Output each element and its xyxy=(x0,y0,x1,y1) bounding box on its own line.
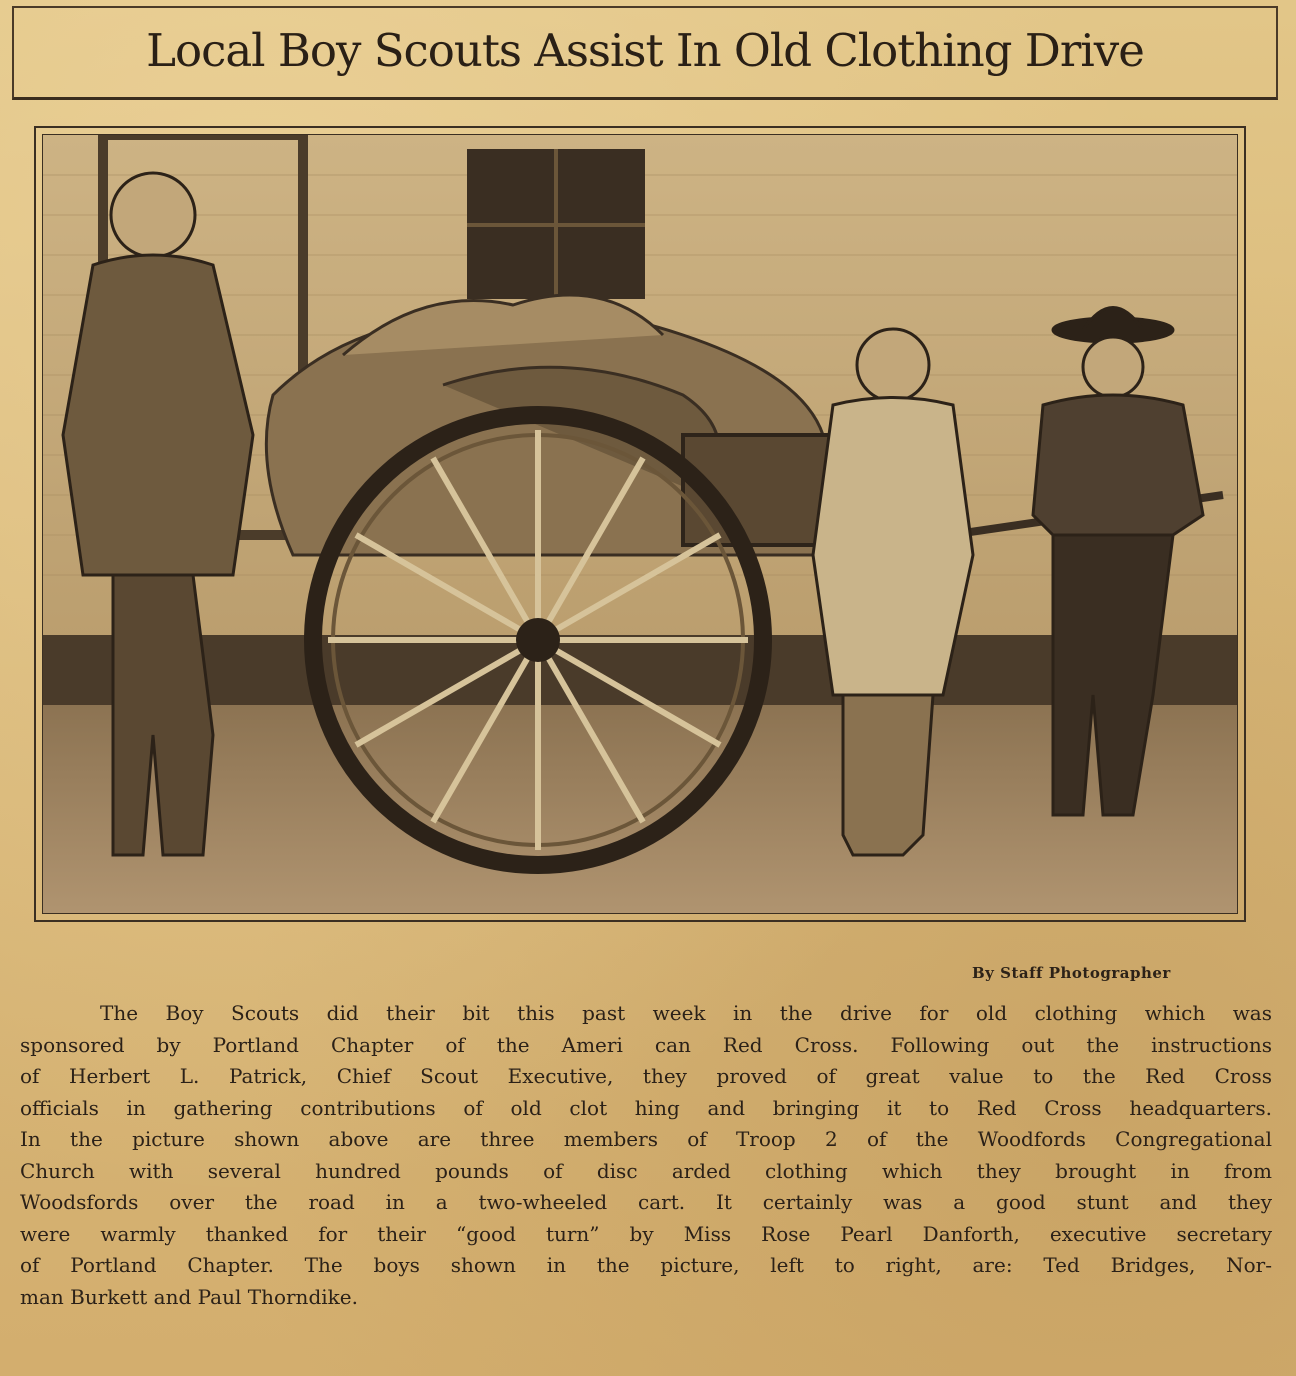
article-line: sponsored by Portland Chapter of the Ameri can Red Cross. Following out the instructions xyxy=(20,1032,1272,1057)
article-line: The Boy Scouts did their bit this past week in the drive for old clothing which was xyxy=(100,1001,1272,1025)
headline: Local Boy Scouts Assist In Old Clothing Drive xyxy=(146,24,1144,77)
article-line: man Burkett and Paul Thorndike. xyxy=(20,1284,358,1309)
article-body xyxy=(20,998,1272,1313)
article-line: Woodsfords over the road in a two-wheeled cart. It certainly was a good stunt and they xyxy=(20,1190,1272,1214)
photo-frame xyxy=(34,126,1246,922)
cart-wheel xyxy=(313,415,763,865)
article-line: officials in gathering contributions of old clot hing and bringing it to Red Cross headquarters. xyxy=(20,1095,1272,1120)
news-photo xyxy=(42,134,1238,914)
article-line: were warmly thanked for their “good turn” by Miss Rose Pearl Danforth, executive secretary xyxy=(20,1221,1272,1246)
article-line: In the picture shown above are three members of Troop 2 of the Woodfords Congregational xyxy=(20,1127,1272,1151)
photo-credit: By Staff Photographer xyxy=(972,964,1171,982)
article-line: of Herbert L. Patrick, Chief Scout Executive, they proved of great value to the Red Cross xyxy=(20,1064,1272,1088)
article-line: of Portland Chapter. The boys shown in the picture, left to right, are: Ted Bridges, Nor- xyxy=(20,1253,1272,1277)
headline-box xyxy=(12,6,1278,100)
photo-illustration xyxy=(43,135,1238,914)
article-line: Church with several hundred pounds of disc arded clothing which they brought in from xyxy=(20,1158,1272,1183)
